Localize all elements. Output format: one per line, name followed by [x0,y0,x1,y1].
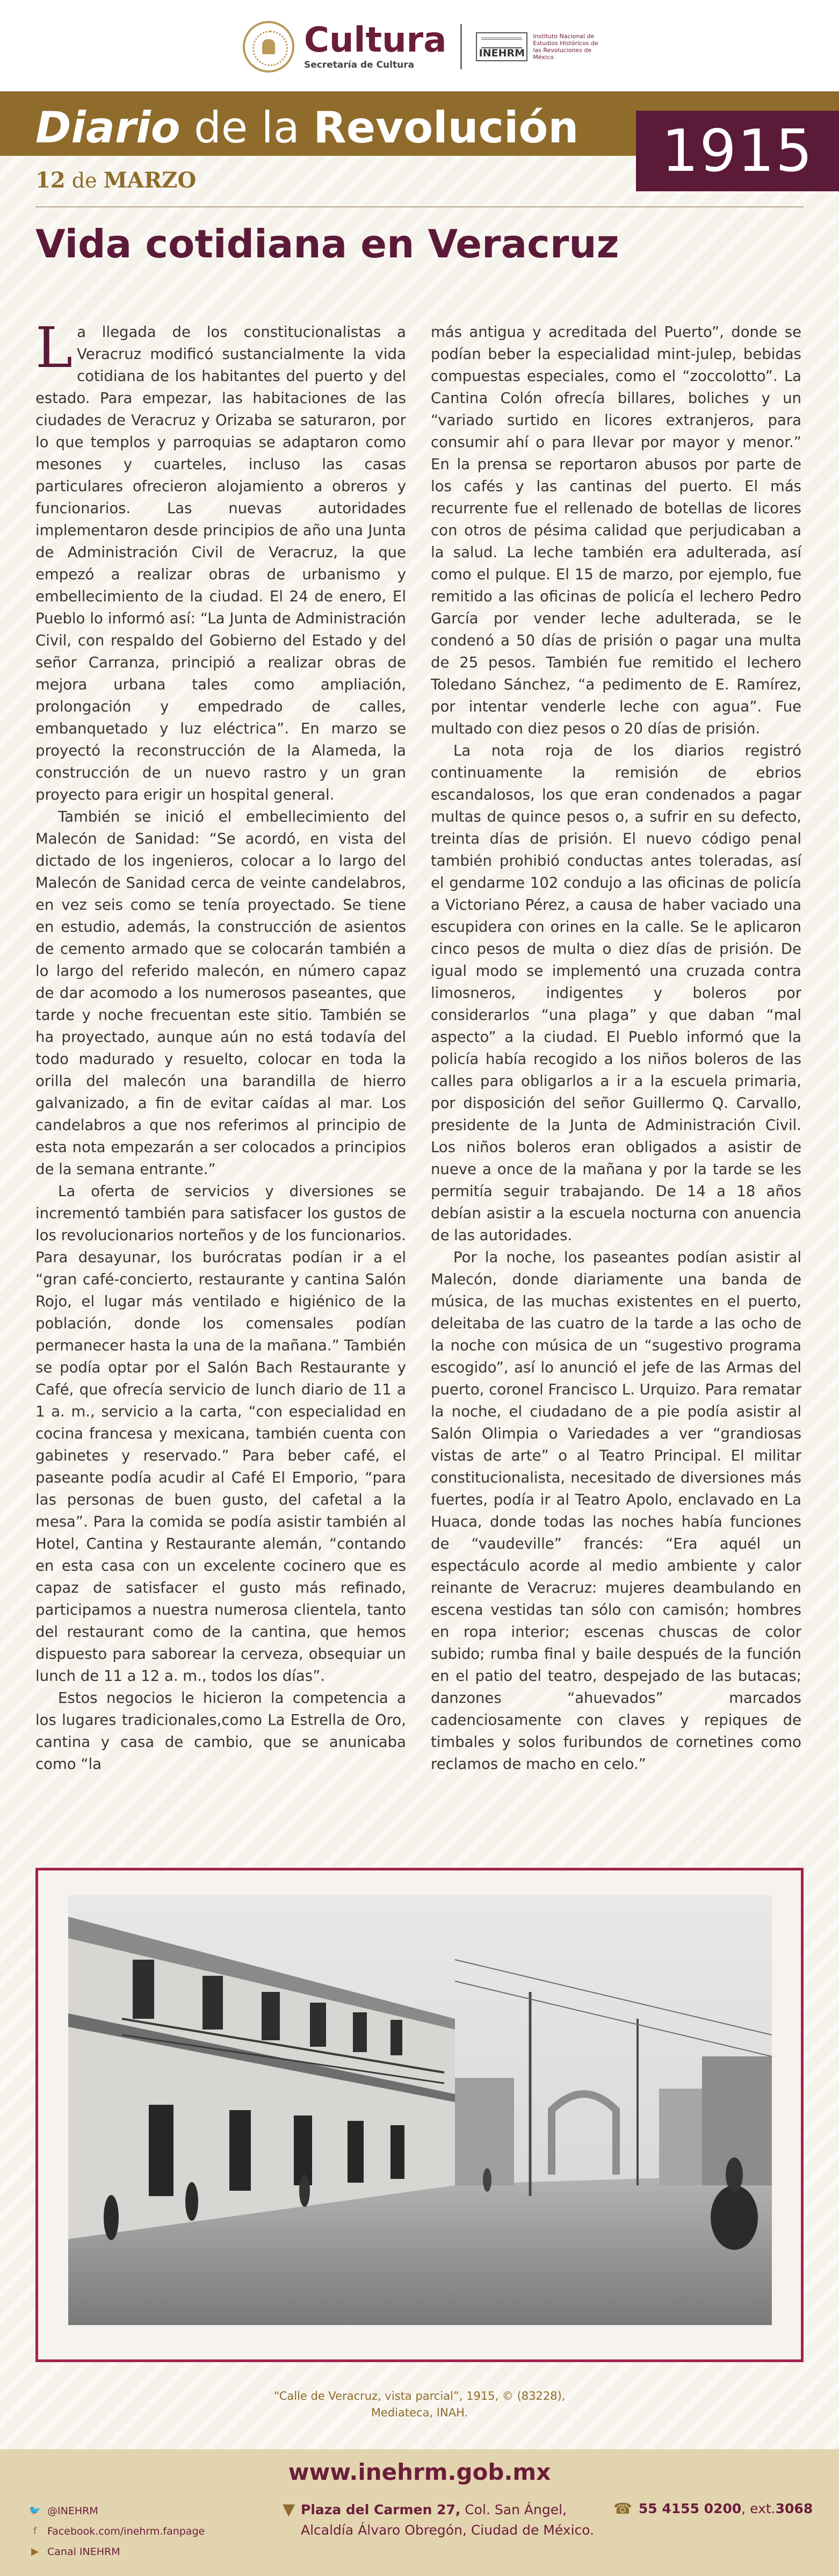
inehrm-logo[interactable] [476,32,608,61]
article-column-right [431,321,801,1775]
paragraph-text: a llegada de los constitucionalistas a Veracruz modificó sustancialmente la vida cotidiana de los habitantes del puerto y del estado. Para empezar, las habitaciones de las ciudades de Veracruz y Orizaba se saturaron, por lo que templos y parroquias se adaptaron como mesones y cuarteles, incluso las casas particulares ofrecieron alojamiento a obreros y funcionarios. Las nuevas autoridades implementaron desde principios de año una Junta de Administración Civil de Veracruz, la que empezó a realizar obras de urbanismo y embellecimiento de la ciudad. El 24 de enero, El Pueblo lo informó así: “La Junta de Administración Civil, con respaldo del Gobierno del Estado y del señor Carranza, principió a realizar obras de mejora urbana tales como ampliación, prolongación y empedrado de calles, embanquetado y luz eléctrica”. En marzo se proyectó la reconstrucción de la Alameda, la construcción de un nuevo rastro y un gran proyecto para erigir un hospital general. [35,323,406,803]
date-line [35,168,196,193]
caption-line: “Calle de Veracruz, vista parcial”, 1915, © (83228), [273,2390,566,2402]
facebook-link[interactable] [28,2521,205,2542]
brand-name: Cultura [304,20,447,60]
header-divider [35,206,804,207]
article-headline: Vida cotidiana en Veracruz [35,221,619,267]
youtube-link[interactable] [28,2542,205,2562]
date-day: 12 [35,168,66,193]
historic-street-photo [68,1895,772,2325]
date-de: de [65,169,104,192]
logo-divider [460,24,462,69]
phone-icon: ☎ [613,2500,632,2517]
youtube-icon: ▶ [31,2546,39,2557]
facebook-page: Facebook.com/inehrm.fanpage [47,2525,205,2537]
top-header [0,0,839,91]
phone-ext: 3068 [775,2501,813,2516]
brand-sub: Secretaría de Cultura [304,60,415,70]
social-links [28,2501,205,2562]
inehrm-building-icon [476,32,527,61]
address-line2: Alcaldía Álvaro Obregón, Ciudad de México. [301,2522,595,2538]
paragraph: La nota roja de los diarios registró continuamente la remisión de ebrios escandalosos, los que eran condenados a pagar multas de quince pesos o, a sufrir en su defecto, treinta días de prisión. El nuevo código penal también prohibió conductas antes toleradas, así el gendarme 102 condujo a las oficinas de policía a Victoriano Pérez, a causa de haber vaciado una escupidera con orines en la calle. Se le aplicaron cinco pesos de multa o diez días de prisión. De igual modo se implementó una cruzada contra limosneros, indigentes y boleros por considerarlos “una plaga” y que daban “mal aspecto” a la ciudad. El Pueblo informó que la policía había recogido a los niños boleros de las calles para obligarlos a ir a la escuela primaria, por disposición del señor Guillermo Q. Carvallo, presidente de la Junta de Administración Civil. Los niños boleros eran obligados a asistir de nueve a once de la mañana y por la tarde se les permitía seguir trabajando. De 14 a 18 años debían asistir a la escuela nocturna con anuencia de las autoridades. [431,742,801,1244]
drop-cap: L [35,315,73,380]
photo-caption [35,2388,804,2421]
phone-block[interactable] [613,2500,813,2517]
paragraph: También se inició el embellecimiento del Malecón de Sanidad: “Se acordó, en vista del dictado de los ingenieros, colocar a lo largo del Malecón de Sanidad cerca de veinte candelabros, en vez seis como se tenía proyectado. Se tiene en estudio, además, la construcción de asientos de cemento armado que se colocarán también a lo largo del referido malecón, en número capaz de dar acomodo a los numerosos paseantes, que tarde y noche frecuentan este sitio. También se ha proyectado, aunque aún no está todavía del todo madurado y resuelto, colocar en toda la orilla del malecón una barandilla de hierro galvanizado, a fin de evitar caídas al mar. Los candelabros a que nos referimos al principio de esta nota empezarán a ser colocados a principios de la semana entrante.” [35,808,406,1178]
paragraph: Por la noche, los paseantes podían asistir al Malecón, donde diariamente una banda de música, de las muchas existentes en el puerto, deleitaba de las cuatro de la tarde a las ocho de la noche con música de un “sugestivo programa escogido”, así lo anunció el jefe de las Armas del puerto, coronel Francisco L. Urquizo. Para rematar la noche, el ciudadano de a pie podía asistir al Salón Olimpia o Variedades a ver “grandiosas vistas de arte” o al Teatro Principal. El militar constitucionalista, necesitado de diversiones más fuertes, podía ir al Teatro Apolo, enclavado en La Huaca, donde todas las noches había funciones de “vaudeville” francés: “Era aquél un espectáculo acorde al medio ambiente y calor reinante de Veracruz: mujeres deambulando en escena vestidas tan sólo con camisón; hombres en ropa interior; escenas chuscas de color subido; rumba final y baile después de la función en el patio del teatro, despejado de las butacas; danzones “ahuevados” marcados cadenciosamente con claves y repiques de timbales y solos furibundos de cornetines como reclamos de macho en celo.” [431,1249,801,1773]
series-title-part2: de la [180,103,314,153]
inehrm-name: Instituto Nacional de Estudios Históricos de las Revoluciones de México [533,33,598,61]
series-title-part3: Revolución [313,103,579,153]
paragraph: La oferta de servicios y diversiones se incrementó también para satisfacer los gustos de los revolucionarios norteños y de los funcionarios. Para desayunar, los burócratas podían ir a el “gran café-concierto, restaurante y cantina Salón Rojo, el lugar más ventilado e higiénico de la población, donde los comensales podían permanecer hasta la una de la mañana.” También se podía optar por el Salón Bach Restaurante y Café, que ofrecía servicio de lunch diario de 11 a 1 a. m., servicio a la carta, “con especialidad en cocina francesa y mexicana, también cuenta con gabinetes y reservado.” Para beber café, el paseante podía acudir al Café El Emporio, “para las personas de buen gusto, del cafetal a la mesa”. Para la comida se podía asistir también al Hotel, Cantina y Restaurante alemán, “contando en esta casa con un excelente cocinero que es capaz de satisfacer el gusto más refinado, participamos a nuestra numerosa clientela, tanto del restaurant como de la cantina, que hemos dispuesto para saborear la cerveza, obsequiar un lunch de 11 a 12 a. m., todos los días”. [35,1183,406,1685]
paragraph: más antigua y acreditada del Puerto”, donde se podían beber la especialidad mint-julep, bebidas compuestas especiales, como el “zoccolotto”. La Cantina Colón ofrecía billares, boliches y un “variado surtido en licores extranjeros, para consumir ahí o para llevar por mayor y menor.” En la prensa se reportaron abusos por parte de los cafés y las cantinas del puerto. El más recurrente fue el rellenado de botellas de licores con otros de pésima calidad que perjudicaban a la salud. La leche también era adulterada, así como el pulque. El 15 de marzo, por ejemplo, fue remitido a las oficinas de policía el lechero Pedro García por vender leche adulterada, se le condenó a 50 días de prisión o pagar una multa de 25 pesos. También fue remitido el lechero Toledano Sánchez, “a pedimento de E. Ramírez, por intentar venderle leche con agua”. Fue multado con diez pesos o 20 días de prisión. [431,323,801,737]
photo-frame [35,1868,804,2362]
date-month: MARZO [103,168,197,193]
year-badge: 1915 [636,111,839,191]
caption-line: Mediateca, INAH. [371,2406,468,2419]
inehrm-abbr: INEHRM [479,47,525,59]
phone-ext-label: , ext. [741,2501,776,2516]
address-block [283,2500,594,2541]
series-title [35,102,578,154]
phone-number: 55 4155 0200 [638,2501,742,2516]
address-colonia: Col. San Ángel, [460,2502,567,2517]
twitter-icon: 🐦 [28,2505,41,2516]
cultura-logo[interactable] [304,20,447,70]
twitter-link[interactable] [28,2501,205,2521]
series-title-part1: Diario [35,103,180,153]
location-pin-icon: ▼ [283,2500,295,2519]
address-street: Plaza del Carmen 27, [301,2502,461,2517]
article-column-left [35,315,406,1775]
street-photo-drawing [68,1895,772,2325]
youtube-channel: Canal INEHRM [47,2546,120,2558]
facebook-icon: f [33,2525,37,2537]
mexico-seal-icon [243,21,294,73]
website-link[interactable]: www.inehrm.gob.mx [288,2459,551,2485]
twitter-handle: @INEHRM [47,2505,98,2517]
paragraph [35,315,406,806]
logo-group [243,17,608,76]
paragraph: Estos negocios le hicieron la competencia a los lugares tradicionales,como La Estrella de Oro, cantina y casa de cambio, que se anunicaba como “la [35,1689,406,1773]
